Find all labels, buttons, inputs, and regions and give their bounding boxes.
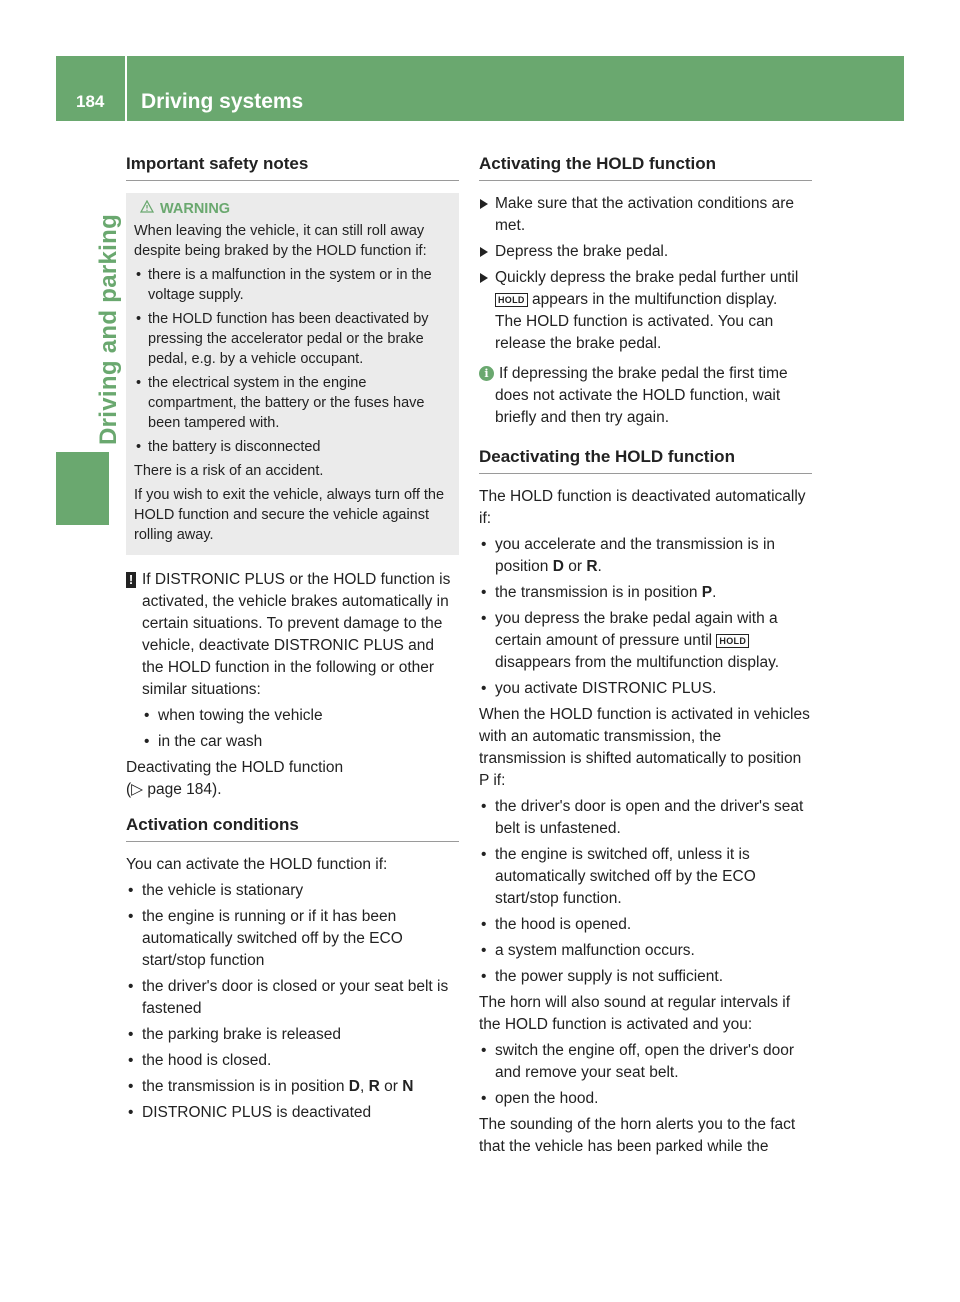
warning-risk: There is a risk of an accident. (134, 463, 324, 479)
warning-intro: When leaving the vehicle, it can still roll away despite being braked by the HOLD function if: (134, 223, 427, 259)
arrow-right-icon (480, 199, 488, 209)
left-column (126, 150, 459, 1128)
side-tab-block (56, 452, 109, 525)
hold-symbol-icon: HOLD (716, 634, 749, 648)
hold-symbol-icon: HOLD (495, 293, 528, 307)
deactivating-list (479, 534, 812, 700)
warning-item: • there is a malfunction in the system or in the voltage supply. (134, 265, 451, 305)
step-item: Make sure that the activation conditions are met. (479, 193, 812, 237)
info-icon: i (479, 366, 494, 381)
activation-item: • the driver's door is closed or your seat belt is fastened (126, 976, 459, 1020)
damage-list (142, 705, 459, 753)
activation-item-transmission: • the transmission is in position D, R or N (126, 1076, 459, 1098)
activation-item: • the hood is closed. (126, 1050, 459, 1072)
warning-box (126, 193, 459, 555)
auto-park-list (479, 796, 812, 988)
horn-intro: The horn will also sound at regular intervals if the HOLD function is activated and you: (479, 994, 791, 1033)
page-number: 184 (76, 92, 105, 111)
step-result: The HOLD function is activated. You can release the brake pedal. (495, 313, 774, 352)
heading-activating-hold: Activating the HOLD function (479, 150, 812, 181)
warning-list (134, 265, 451, 457)
damage-note (126, 569, 459, 701)
arrow-right-icon (480, 247, 488, 257)
heading-important-safety-notes: Important safety notes (126, 150, 459, 181)
deactivating-ref-text: Deactivating the HOLD function (126, 759, 344, 776)
info-note (479, 363, 812, 429)
warning-item: • the HOLD function has been deactivated by pressing the accelerator pedal or the brake pedal, e.g. by a vehicle occupant. (134, 309, 451, 369)
deactivating-item: • you activate DISTRONIC PLUS. (479, 678, 812, 700)
warning-item: • the battery is disconnected (134, 437, 451, 457)
warning-header (140, 199, 451, 219)
auto-park-item: • the hood is opened. (479, 914, 812, 936)
damage-item: • in the car wash (142, 731, 459, 753)
page-reference-link[interactable]: (▷ page 184). (126, 781, 222, 798)
activation-intro: You can activate the HOLD function if: (126, 856, 388, 873)
horn-item: • switch the engine off, open the driver's door and remove your seat belt. (479, 1040, 812, 1084)
damage-note-text: If DISTRONIC PLUS or the HOLD function is activated, the vehicle brakes automatically in certain situations. To prevent damage to the vehicle, deactivate DISTRONIC PLUS and the HOLD function in the following or other similar situations: (142, 571, 451, 698)
horn-outro: The sounding of the horn alerts you to the fact that the vehicle has been parked while the (479, 1116, 796, 1155)
warning-advice: If you wish to exit the vehicle, always turn off the HOLD function and secure the vehicle against rolling away. (134, 487, 445, 543)
header-divider (125, 56, 127, 121)
auto-park-item: • the driver's door is open and the driver's seat belt is unfastened. (479, 796, 812, 840)
exclamation-icon: ! (126, 572, 136, 588)
arrow-right-icon (480, 273, 488, 283)
section-title: Driving systems (141, 90, 304, 113)
activation-steps (479, 193, 812, 355)
activation-item: • the engine is running or if it has been automatically switched off by the ECO start/stop function (126, 906, 459, 972)
side-tab-label: Driving and parking (95, 213, 122, 445)
auto-park-intro: When the HOLD function is activated in vehicles with an automatic transmission, the transmission is shifted automatically to position P if: (479, 706, 810, 789)
activation-list (126, 880, 459, 1124)
deactivating-item: • you depress the brake pedal again with a certain amount of pressure until HOLD disappears from the multifunction display. (479, 608, 812, 674)
step-item: Quickly depress the brake pedal further until HOLD appears in the multifunction display. The HOLD function is activated. You can release the brake pedal. (479, 267, 812, 355)
step-item: Depress the brake pedal. (479, 241, 812, 263)
activation-item: • DISTRONIC PLUS is deactivated (126, 1102, 459, 1124)
damage-item: • when towing the vehicle (142, 705, 459, 727)
heading-deactivating-hold: Deactivating the HOLD function (479, 443, 812, 474)
deactivating-item: • you accelerate and the transmission is in position D or R. (479, 534, 812, 578)
horn-list (479, 1040, 812, 1110)
warning-title: WARNING (160, 201, 231, 217)
warning-item: • the electrical system in the engine compartment, the battery or the fuses have been tampered with. (134, 373, 451, 433)
horn-item: • open the hood. (479, 1088, 812, 1110)
activation-item: • the parking brake is released (126, 1024, 459, 1046)
deactivating-intro: The HOLD function is deactivated automatically if: (479, 488, 806, 527)
heading-activation-conditions: Activation conditions (126, 811, 459, 842)
auto-park-item: • the engine is switched off, unless it is automatically switched off by the ECO start/stop function. (479, 844, 812, 910)
warning-triangle-icon (140, 199, 154, 219)
activation-item: • the vehicle is stationary (126, 880, 459, 902)
auto-park-item: • the power supply is not sufficient. (479, 966, 812, 988)
deactivating-item: • the transmission is in position P. (479, 582, 812, 604)
right-column (479, 150, 812, 1162)
info-note-text: If depressing the brake pedal the first time does not activate the HOLD function, wait briefly and then try again. (495, 365, 788, 426)
auto-park-item: • a system malfunction occurs. (479, 940, 812, 962)
